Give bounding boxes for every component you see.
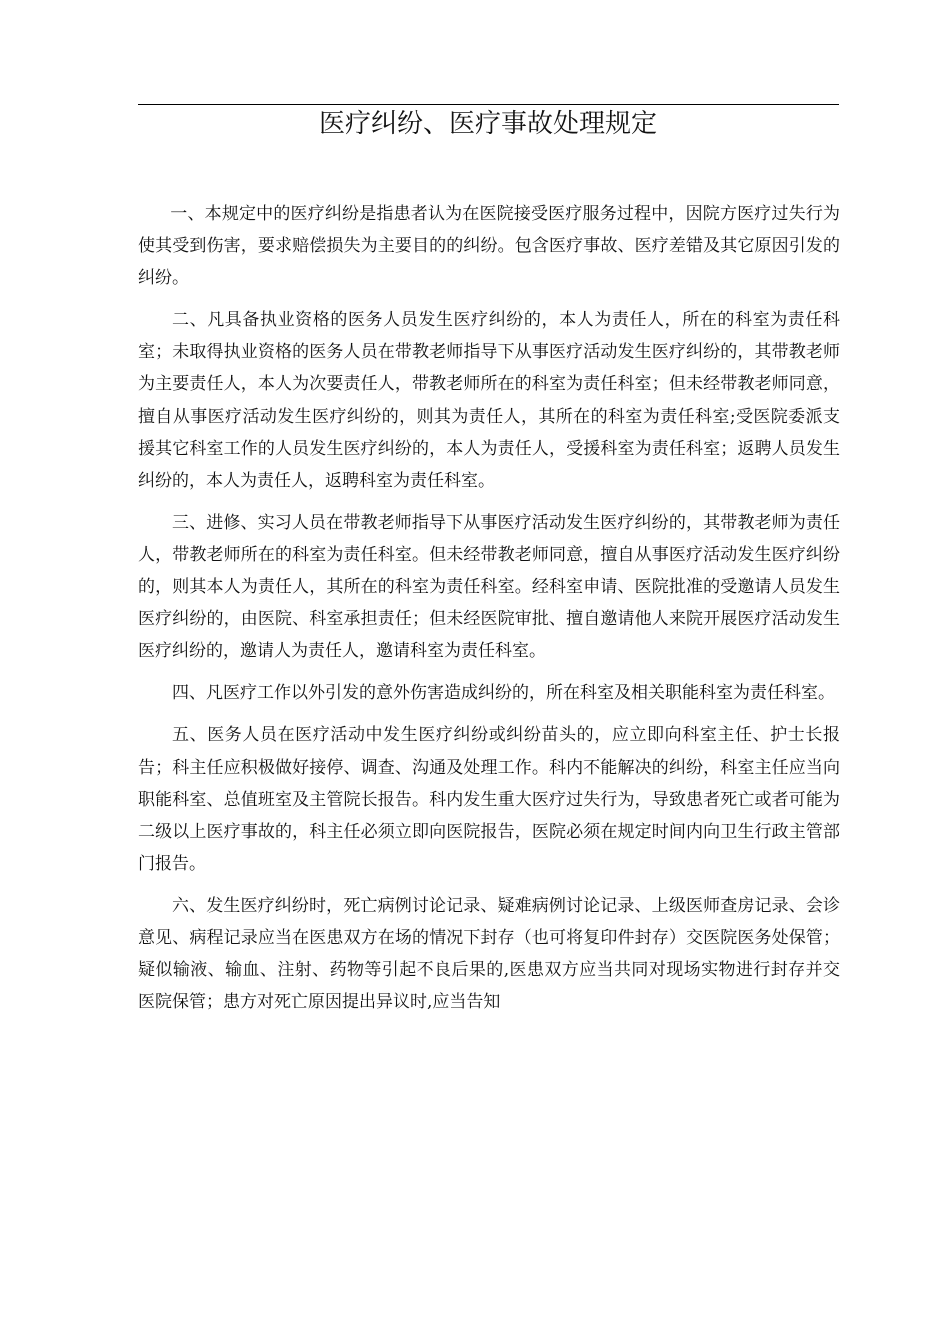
paragraph-2: 二、凡具备执业资格的医务人员发生医疗纠纷的，本人为责任人，所在的科室为责任科室；未取得执业资格的医务人员在带教老师指导下从事医疗活动发生医疗纠纷的，其带教老师为主要责任人，本人为次要责任人，带教老师所在的科室为责任科室；但未经带教老师同意，擅自从事医疗活动发生医疗纠纷的，则其为责任人，其所在的科室为责任科室;受医院委派支援其它科室工作的人员发生医疗纠纷的，本人为责任人，受援科室为责任科室；返聘人员发生纠纷的，本人为责任人，返聘科室为责任科室。	[138, 310, 840, 491]
paragraph-5: 五、医务人员在医疗活动中发生医疗纠纷或纠纷苗头的，应立即向科室主任、护士长报告；科主任应积极做好接停、调查、沟通及处理工作。科内不能解决的纠纷，科室主任应当向职能科室、总值班室及主管院长报告。科内发生重大医疗过失行为，导致患者死亡或者可能为二级以上医疗事故的，科主任必须立即向医院报告，医院必须在规定时间内向卫生行政主管部门报告。	[138, 725, 840, 874]
paragraph-4: 四、凡医疗工作以外引发的意外伤害造成纠纷的，所在科室及相关职能科室为责任科室。	[172, 683, 835, 704]
paragraph-3: 三、进修、实习人员在带教老师指导下从事医疗活动发生医疗纠纷的，其带教老师为责任人，带教老师所在的科室为责任科室。但未经带教老师同意，擅自从事医疗活动发生医疗纠纷的，则其本人为责任人，其所在的科室为责任科室。经科室申请、医院批准的受邀请人员发生医疗纠纷的，由医院、科室承担责任；但未经医院审批、擅自邀请他人来院开展医疗活动发生医疗纠纷的，邀请人为责任人，邀请科室为责任科室。	[138, 512, 840, 662]
paragraph-1: 一、本规定中的医疗纠纷是指患者认为在医院接受医疗服务过程中，因院方医疗过失行为使其受到伤害，要求赔偿损失为主要目的的纠纷。包含医疗事故、医疗差错及其它原因引发的纠纷。	[138, 204, 840, 289]
document-title: 医疗纠纷、医疗事故处理规定	[318, 109, 657, 139]
document-body	[138, 198, 840, 1028]
paragraph-6: 六、发生医疗纠纷时，死亡病例讨论记录、疑难病例讨论记录、上级医师查房记录、会诊意见、病程记录应当在医患双方在场的情况下封存（也可将复印件封存）交医院医务处保管；疑似输液、输血、注射、药物等引起不良后果的,医患双方应当共同对现场实物进行封存并交医院保管；患方对死亡原因提出异议时,应当告知	[138, 895, 840, 1013]
